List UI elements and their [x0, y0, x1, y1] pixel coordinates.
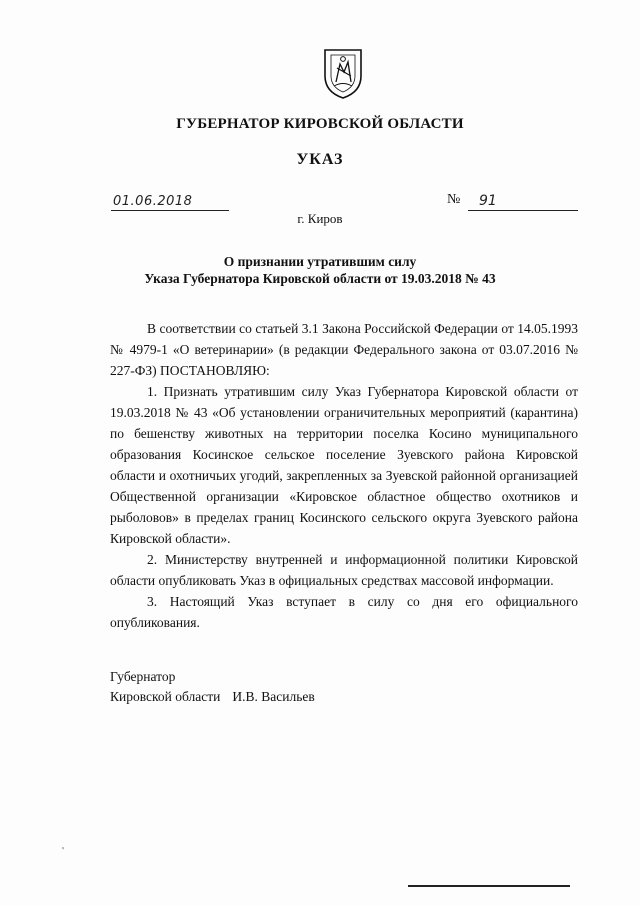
item-1-paragraph: 1. Признать утратившим силу Указ Губернатора Кировской области от 19.03.2018 № 43 «Об установлении ограничительных мероприятий (карантина) по бешенству животных на территории поселка Косино муниципального образования Косинское сельское поселение Зуевского района Кировской области и охотничьих угодий, закрепленных за Зуевской районной организацией Общественной организации «Кировское областное общество охотников и рыболовов» в пределах границ Косинского сельского округа Зуевского района Кировской области».	[110, 384, 578, 546]
signatory-position-line-1: Губернатор	[110, 669, 176, 684]
date-field	[111, 190, 229, 211]
bottom-rule	[408, 885, 570, 887]
title-line-2: Указа Губернатора Кировской области от 19.03.2018 № 43	[144, 271, 496, 286]
handwritten-number: 91	[479, 193, 497, 209]
number-field	[468, 190, 578, 211]
coat-of-arms-icon	[322, 46, 364, 100]
document-body	[110, 318, 578, 633]
item-2-paragraph: 2. Министерству внутренней и информационной политики Кировской области опубликовать Указ в официальных средствах массовой информации.	[110, 552, 578, 588]
document-title	[0, 253, 640, 287]
signatory-name: И.В. Васильев	[232, 689, 315, 704]
signature-block	[110, 667, 315, 707]
issuing-authority: ГУБЕРНАТОР КИРОВСКОЙ ОБЛАСТИ	[176, 116, 464, 132]
number-sign: №	[447, 192, 461, 207]
intro-paragraph: В соответствии со статьей 3.1 Закона Российской Федерации от 14.05.1993 № 4979-1 «О ветеринарии» (в редакции Федерального закона от 03.07.2016 № 227-ФЗ) ПОСТАНОВЛЯЮ:	[110, 321, 578, 378]
document-type: УКАЗ	[296, 151, 344, 168]
handwritten-date: 01.06.2018	[113, 194, 193, 209]
item-3-paragraph: 3. Настоящий Указ вступает в силу со дня его официального опубликования.	[110, 594, 578, 630]
signatory-position-line-2: Кировской области	[110, 689, 221, 704]
city-of-issue: г. Киров	[297, 211, 343, 226]
title-line-1: О признании утратившим силу	[223, 254, 417, 269]
